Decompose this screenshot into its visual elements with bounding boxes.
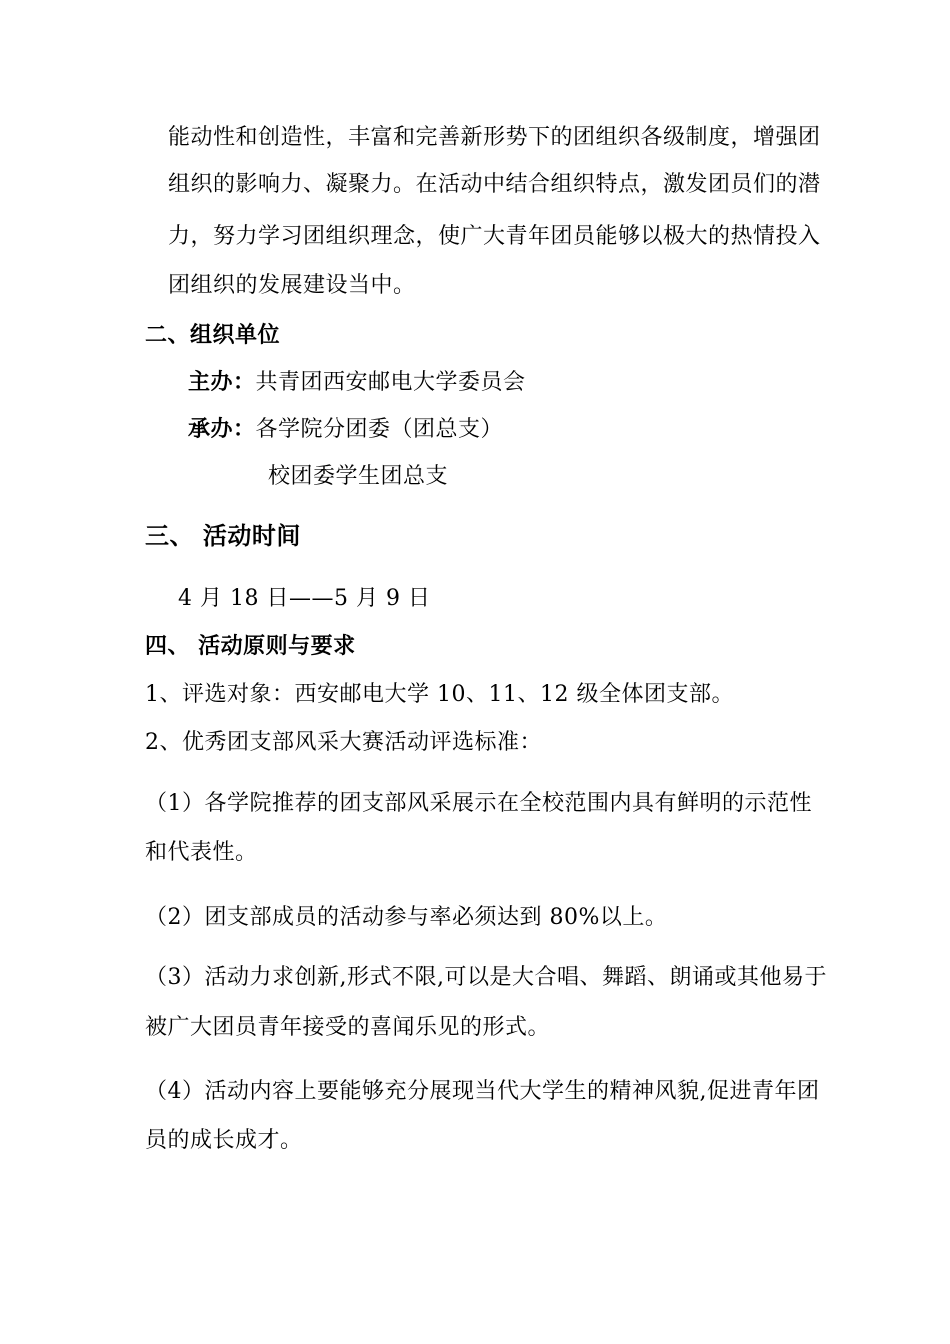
organizer-label: 承办： [188,416,256,442]
activity-dates: 4 月 18 日——5 月 9 日 [178,586,431,611]
host-label: 主办： [188,369,256,395]
section-heading-principles: 四、 活动原则与要求 [145,633,356,659]
host-row [188,367,526,398]
criterion-2-line-1: （2）团支部成员的活动参与率必须达到 80%以上。 [145,905,668,930]
intro-line-1: 能动性和创造性，丰富和完善新形势下的团组织各级制度，增强团 [168,125,821,150]
intro-line-4: 团组织的发展建设当中。 [168,273,416,298]
organizer-value: 各学院分团委（团总支） [255,417,504,442]
criterion-1-line-1: （1）各学院推荐的团支部风采展示在全校范围内具有鲜明的示范性 [145,791,812,816]
section-heading-time: 三、 活动时间 [145,521,301,550]
host-value: 共青团西安邮电大学委员会 [255,370,526,395]
criterion-3-line-2: 被广大团员青年接受的喜闻乐见的形式。 [145,1015,551,1040]
criterion-4-line-1: （4）活动内容上要能够充分展现当代大学生的精神风貌,促进青年团 [145,1079,820,1104]
intro-line-3: 力，努力学习团组织理念，使广大青年团员能够以极大的热情投入 [168,224,821,249]
intro-line-2: 组织的影响力、凝聚力。在活动中结合组织特点，激发团员们的潜 [168,172,821,197]
organizer-row [188,414,503,445]
section-heading-organizers: 二、组织单位 [145,322,281,348]
organizer-value-2: 校团委学生团总支 [268,464,449,489]
criterion-4-line-2: 员的成长成才。 [145,1128,303,1153]
principle-item-2: 2、优秀团支部风采大赛活动评选标准： [145,730,542,755]
criterion-3-line-1: （3）活动力求创新,形式不限,可以是大合唱、舞蹈、朗诵或其他易于 [145,965,827,990]
principle-item-1: 1、评选对象：西安邮电大学 10、11、12 级全体团支部。 [145,682,734,707]
criterion-1-line-2: 和代表性。 [145,840,258,865]
